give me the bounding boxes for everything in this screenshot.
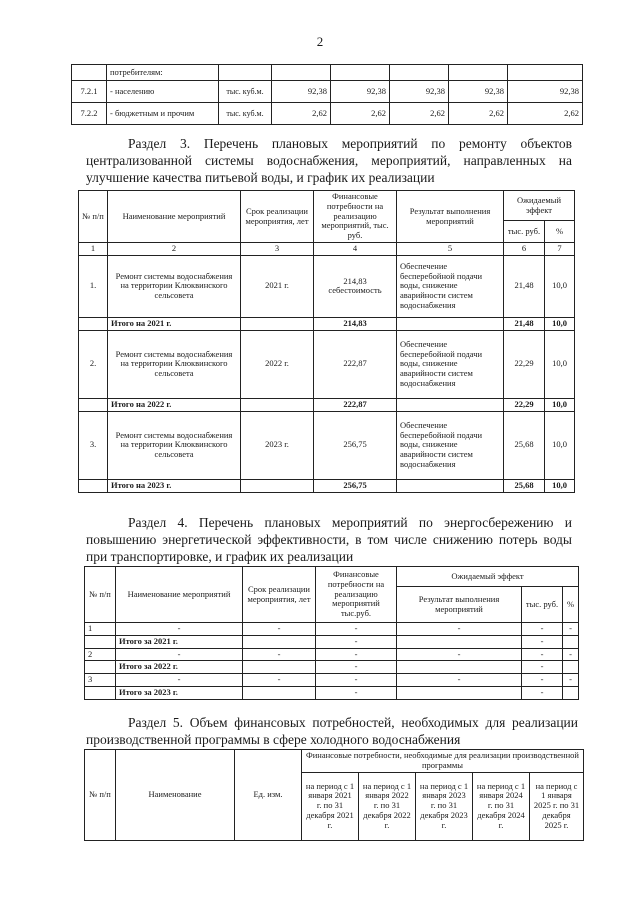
table-row: 7.2.2 - бюджетным и прочим тыс. куб.м. 2,62 2,62 2,62 2,62 2,62 — [72, 103, 583, 125]
section4-title: Раздел 4. Перечень плановых мероприятий по энергосбережению и повышению энергетической эффективности, в том числе снижению потерь воды при транспортировке, и график их реализации — [86, 515, 572, 564]
column-numbers-row: 1 2 3 4 5 6 7 — [79, 243, 575, 256]
section3-title: Раздел 3. Перечень плановых мероприятий по ремонту объектов централизованной системы водоснабжения, мероприятий, направленных на улучшение качества питьевой воды, и график их реализации — [86, 136, 572, 185]
table-row: 2. Ремонт системы водоснабжения на территории Клюквинского сельсовета 2022 г. 222,87 Обеспечение бесперебойной подачи воды, снижение аварийности систем водоснабжения 22,29 10,0 — [79, 330, 575, 398]
top-table — [71, 64, 583, 125]
col-result-header: Результат выполнения мероприятий — [397, 191, 504, 243]
page-number: 2 — [316, 34, 324, 49]
total-row: Итого за 2022 г. - - — [85, 661, 579, 674]
total-row: Итого за 2021 г. - - — [85, 635, 579, 648]
section5-title: Раздел 5. Объем финансовых потребностей, необходимых для реализации производственной программы в сфере холодного водоснабжения — [86, 715, 578, 747]
col-name-header: Наименование мероприятий — [108, 191, 241, 243]
total-row: Итого за 2023 г. - - — [85, 686, 579, 699]
table-row: 3. Ремонт системы водоснабжения на территории Клюквинского сельсовета 2023 г. 256,75 Обеспечение бесперебойной подачи воды, снижение аварийности систем водоснабжения 25,68 10,0 — [79, 411, 575, 479]
table-row: 2 - - - - - - — [85, 648, 579, 661]
table-row: 3 - - - - - - — [85, 674, 579, 687]
section3-table: № п/п Наименование мероприятий Срок реализации мероприятия, лет Финансовые потребности на реализацию мероприятий, тыс. руб. Результат выполнения мероприятий Ожидаемый эффект тыс. руб. % 1 2 3 4 5 6 7 1. Ремонт системы водоснабжения на территории Клюквинского сельсовета 2021 г. 214,83 себестоимость Обеспечение бесперебойной подачи воды, снижение аварийности систем водоснабжения 21,48 10,0 Итого на 2021 г. 214,83 21,48 10,0 2. Ремонт системы водоснабжения на территории Клюквинского сельсовета 2022 г. 222,87 Обеспечение бесперебойной подачи воды, снижение аварийности систем водоснабжения 22,29 10,0 Итого на 2022 г. 222,87 22,29 10,0 3. Ремонт системы водоснабжения на территории Клюквинского сельсовета 2023 г. 256,75 Обеспечение бесперебойной подачи воды, снижение аварийности систем водоснабжения 25,68 10,0 Итого на 2023 г. 256,75 25,68 10,0 — [78, 190, 575, 493]
section5-table: № п/п Наименование Ед. изм. Финансовые потребности, необходимые для реализации производственной программы на период с 1 января 2021 г. по 31 декабря 2021 г. на период с 1 января 2022 г. по 31 декабря 2022 г. на период с 1 января 2023 г. по 31 декабря 2023 г. на период с 1 января 2024 г. по 31 декабря 2024 г. на период с 1 января 2025 г. по 31 декабря 2025 г. — [84, 749, 584, 841]
table-row: 1 - - - - - - — [85, 623, 579, 636]
total-row: Итого на 2023 г. 256,75 25,68 10,0 — [79, 479, 575, 492]
table-row: 7.2.1 - населению тыс. куб.м. 92,38 92,38 92,38 92,38 92,38 — [72, 81, 583, 103]
table-row: 1. Ремонт системы водоснабжения на территории Клюквинского сельсовета 2021 г. 214,83 себестоимость Обеспечение бесперебойной подачи воды, снижение аварийности систем водоснабжения 21,48 10,0 — [79, 255, 575, 317]
col-num-header: № п/п — [79, 191, 108, 243]
col-term-header: Срок реализации мероприятия, лет — [241, 191, 314, 243]
top-table-header-fragment: потребителям: — [107, 65, 219, 81]
total-row: Итого на 2021 г. 214,83 21,48 10,0 — [79, 317, 575, 330]
col-effect-header: Ожидаемый эффект — [504, 191, 575, 221]
total-row: Итого на 2022 г. 222,87 22,29 10,0 — [79, 398, 575, 411]
col-finance-header: Финансовые потребности на реализацию мероприятий, тыс. руб. — [314, 191, 397, 243]
section4-table: № п/п Наименование мероприятий Срок реализации мероприятия, лет Финансовые потребности на реализацию мероприятий тыс.руб. Ожидаемый эффект Результат выполнения мероприятий тыс. руб. % 1 - - - - - - Итого за 2021 г. - - 2 - - - - - - Итого за 2022 г. - - 3 - - - - - - Итого за 2023 г. - - — [84, 566, 579, 700]
